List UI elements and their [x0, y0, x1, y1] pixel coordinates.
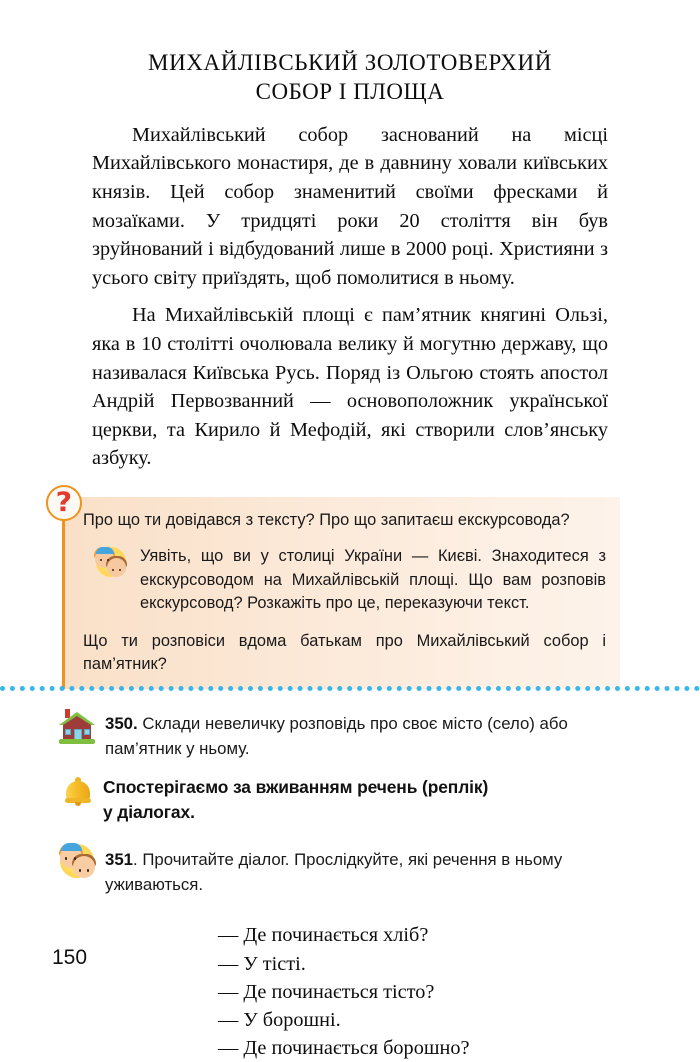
bell-clapper [75, 802, 81, 806]
house-window-right [84, 729, 90, 735]
exercise-350-text: Склади невеличку розповідь про своє місто (село) або пам’ятник у ньому. [105, 714, 568, 759]
page-title-line-2: СОБОР І ПЛОЩА [255, 79, 445, 105]
exercise-351-body [105, 847, 617, 897]
exercise-350 [57, 711, 617, 761]
question-mark-glyph: ? [55, 486, 73, 518]
dialogue-line: — Де починається хліб? [218, 924, 429, 947]
house-roof-inner [63, 716, 91, 725]
dialogue-line: — Де починається борошно? [218, 1037, 470, 1060]
callout-question-top: Про що ти довідався з тексту? Про що запитаєш екскурсовода? [83, 511, 570, 529]
callout-subtask [83, 545, 606, 615]
page-title [0, 0, 700, 107]
exercise-351-separator: . [133, 850, 138, 870]
paragraph-2: На Михайлівській площі є пам’ятник княгині Ользі, яка в 10 столітті очолювала велику й могутню державу, що називалася Київська Русь. Поряд із Ольгою стоять апостол Андрій Первозванний — основоположник української церкви, та Кирило й Мефодій, які створили слов’янську азбуку. [92, 304, 608, 470]
exercise-351-text: Прочитайте діалог. Прослідкуйте, які речення в ньому уживаються. [105, 850, 563, 895]
dialogue-block [0, 921, 700, 1062]
question-mark-icon [46, 485, 82, 521]
section-heading [57, 775, 617, 825]
child-b-head [107, 558, 126, 577]
section-divider [0, 686, 700, 697]
bell-icon [57, 773, 103, 817]
callout-question-bottom: Що ти розповіси вдома батькам про Михайлівський собор і пам’ятник? [83, 631, 606, 674]
page-title-line-1: МИХАЙЛІВСЬКИЙ ЗОЛОТОВЕРХИЙ [148, 50, 552, 75]
two-children-icon [57, 843, 99, 883]
child-a-cap [96, 547, 114, 554]
article-body [92, 121, 608, 473]
child-a-cap [61, 843, 82, 851]
two-children-icon [93, 547, 129, 578]
bell-glyph [65, 777, 91, 804]
child-b-head [73, 856, 95, 878]
dialogue-line: — У тісті. [218, 952, 306, 975]
house-icon [57, 707, 99, 747]
exercise-351 [57, 847, 617, 897]
section-heading-line-2: у діалогах. [103, 802, 195, 823]
callout-subtask-text: Уявіть, що ви у столиці України — Києві. Знаходитеся з екскурсоводом на Михайлівській площі. Що вам розповів екскурсовод? Розкажіть про це, переказуючи текст. [140, 547, 606, 613]
dialogue-line: — Де починається тісто? [218, 980, 435, 1003]
section-heading-text [103, 775, 617, 825]
question-callout [55, 486, 620, 689]
exercise-351-number: 351 [105, 850, 133, 870]
page-number: 150 [52, 946, 88, 969]
house-window-left [65, 729, 71, 735]
section-heading-line-1: Спостерігаємо за вживанням речень (реплік) [103, 777, 489, 798]
dialogue-line: — У борошні. [218, 1009, 341, 1032]
paragraph-1: Михайлівський собор заснований на місці Михайлівського монастиря, де в давнину ховали київських князів. Цей собор знаменитий своїми фресками й мозаїками. У тридцяті роки 20 століття він був зруйнований і відбудований лише в 2000 році. Християни з усього світу приїздять, щоб помолитися в ньому. [92, 123, 608, 289]
exercise-350-body [105, 711, 617, 761]
house-base [59, 739, 95, 744]
two-children-glyph [57, 843, 99, 879]
exercise-350-number: 350. [105, 714, 138, 734]
house-glyph [59, 709, 95, 743]
